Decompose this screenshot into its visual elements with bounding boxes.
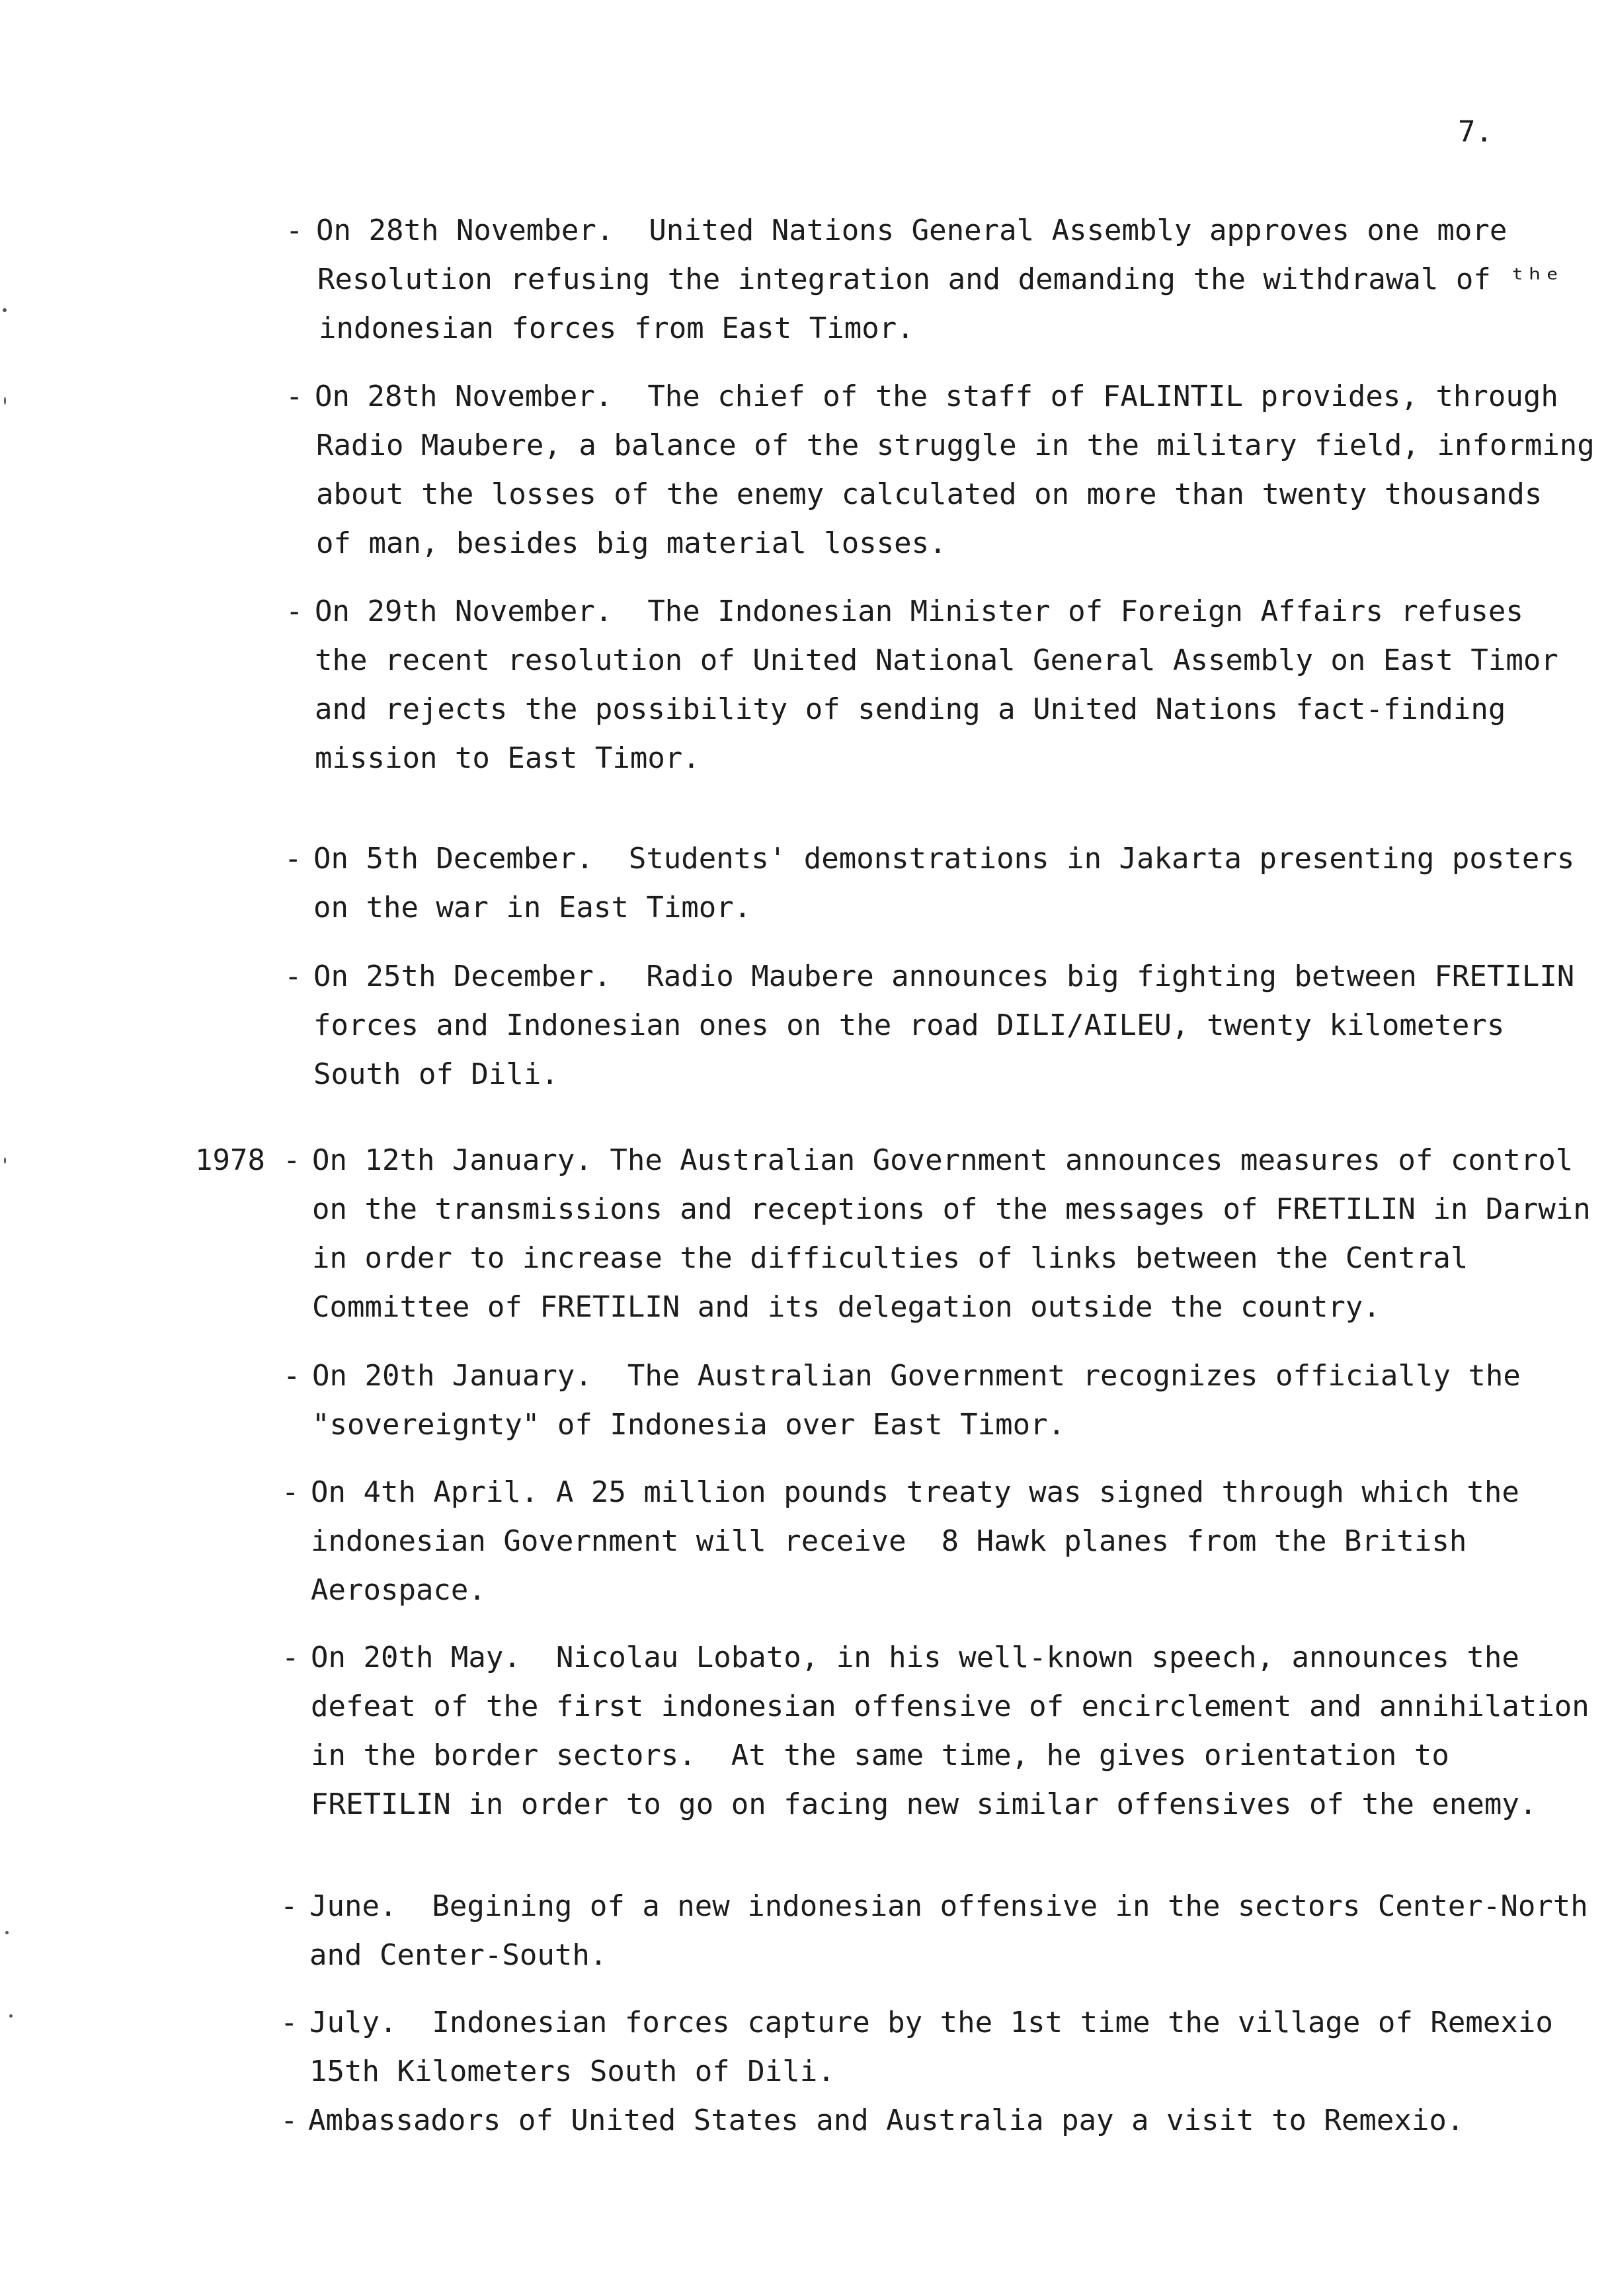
entry-line: Aerospace. bbox=[311, 1573, 486, 1607]
entry-line: Ambassadors of United States and Australia pay a visit to Remexio. bbox=[308, 2104, 1465, 2137]
scan-speck bbox=[4, 1157, 6, 1164]
entry-line: about the losses of the enemy calculated on more than twenty thousands bbox=[316, 477, 1543, 511]
entry-line: On 25th December. Radio Maubere announces big fighting between FRETILIN bbox=[313, 960, 1575, 993]
entry-line: On 20th January. The Australian Government recognizes officially the bbox=[312, 1359, 1521, 1393]
entry-line: indonesian Government will receive 8 Hawk planes from the British bbox=[311, 1524, 1467, 1558]
entry-line: FRETILIN in order to go on facing new similar offensives of the enemy. bbox=[311, 1787, 1537, 1821]
entry-dash: - bbox=[286, 214, 303, 247]
entry-dash: - bbox=[286, 380, 303, 413]
entry-line: On 4th April. A 25 million pounds treaty was signed through which the bbox=[311, 1475, 1519, 1509]
entry-dash: - bbox=[280, 1889, 298, 1923]
entry-line: the recent resolution of United National General Assembly on East Timor bbox=[315, 643, 1558, 677]
scan-speck bbox=[3, 308, 7, 312]
entry-line: in order to increase the difficulties of links between the Central bbox=[312, 1241, 1468, 1275]
entry-line: and rejects the possibility of sending a United Nations fact-finding bbox=[315, 692, 1506, 726]
entry-year: 1978 bbox=[195, 1143, 265, 1177]
entry-line: On 28th November. The chief of the staff of FALINTIL provides, through bbox=[315, 380, 1558, 413]
entry-line: South of Dili. bbox=[313, 1057, 559, 1091]
entry-line: On 28th November. United Nations General Assembly approves one more bbox=[316, 214, 1508, 247]
entry-dash: - bbox=[280, 2104, 298, 2137]
entry-line: On 12th January. The Australian Government announces measures of control bbox=[312, 1143, 1574, 1177]
entry-line: on the war in East Timor. bbox=[313, 891, 752, 924]
entry-dash: - bbox=[286, 594, 303, 628]
scan-speck bbox=[9, 2014, 13, 2018]
entry-line: mission to East Timor. bbox=[315, 741, 700, 775]
entry-dash: - bbox=[284, 842, 302, 876]
scan-speck bbox=[5, 1931, 9, 1934]
entry-line: of man, besides big material losses. bbox=[316, 526, 947, 560]
entry-line: On 29th November. The Indonesian Minister of Foreign Affairs refuses bbox=[315, 594, 1523, 628]
entry-dash: - bbox=[284, 960, 302, 993]
entry-dash: - bbox=[283, 1359, 301, 1393]
entry-line: On 5th December. Students' demonstrations in Jakarta presenting posters bbox=[313, 842, 1575, 876]
entry-line: Resolution refusing the integration and demanding the withdrawal of ᵗʰᵉ bbox=[317, 263, 1561, 296]
page-number: 7. bbox=[1458, 115, 1493, 149]
entry-line: July. Indonesian forces capture by the 1st time the village of Remexio bbox=[309, 2006, 1553, 2039]
entry-line: indonesian forces from East Timor. bbox=[319, 311, 914, 345]
entry-line: "sovereignty" of Indonesia over East Timor. bbox=[312, 1408, 1066, 1442]
entry-line: June. Begining of a new indonesian offensive in the sectors Center-North bbox=[309, 1889, 1588, 1923]
scan-speck bbox=[4, 397, 6, 405]
entry-line: defeat of the first indonesian offensive of encirclement and annihilation bbox=[311, 1690, 1589, 1723]
entry-dash: - bbox=[282, 1475, 300, 1509]
entry-line: Radio Maubere, a balance of the struggle in the military field, informing bbox=[316, 429, 1595, 462]
entry-dash: - bbox=[280, 2006, 298, 2039]
entry-line: On 20th May. Nicolau Lobato, in his well-known speech, announces the bbox=[311, 1641, 1519, 1674]
entry-line: Committee of FRETILIN and its delegation outside the country. bbox=[312, 1290, 1381, 1324]
entry-line: in the border sectors. At the same time, he gives orientation to bbox=[311, 1739, 1449, 1772]
entry-line: forces and Indonesian ones on the road DILI/AILEU, twenty kilometers bbox=[313, 1008, 1505, 1042]
entry-dash: - bbox=[283, 1143, 301, 1177]
entry-line: and Center-South. bbox=[309, 1938, 608, 1972]
entry-line: on the transmissions and receptions of the messages of FRETILIN in Darwin bbox=[312, 1192, 1591, 1226]
entry-dash: - bbox=[282, 1641, 300, 1674]
entry-line: 15th Kilometers South of Dili. bbox=[309, 2055, 835, 2088]
